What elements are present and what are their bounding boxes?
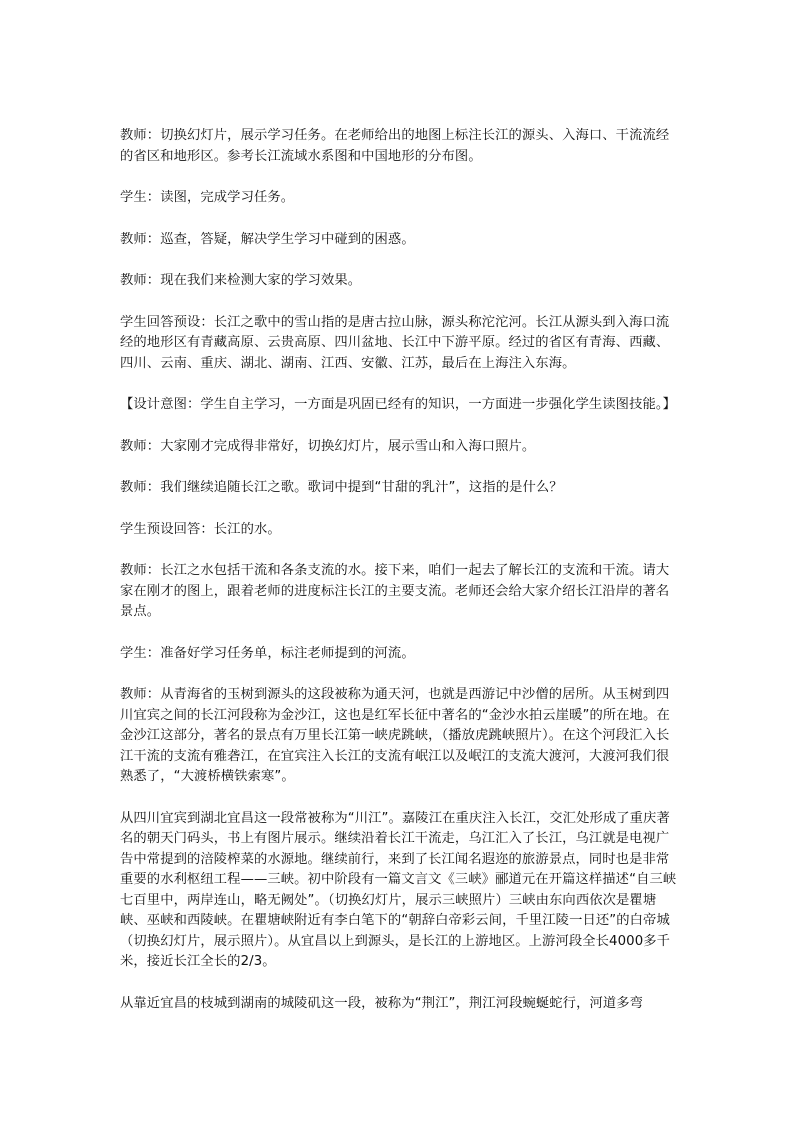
paragraph-design-intent: 【设计意图：学生自主学习，一方面是巩固已经有的知识，一方面进一步强化学生读图技能。】 <box>120 397 677 412</box>
paragraph-8: 教师：我们继续追随长江之歌。歌词中提到“甘甜的乳汁”，这指的是什么？ <box>120 480 563 495</box>
paragraph-10: 教师：长江之水包括干流和各条支流的水。接下来，咱们一起去了解长江的支流和干流。请大家在刚才的图上，跟着老师的进度标注长江的主要支流。老师还会给大家介绍长江沿岸的著名景点。 <box>120 563 670 619</box>
paragraph-11: 学生：准备好学习任务单，标注老师提到的河流。 <box>120 645 415 661</box>
paragraph-9: 学生预设回答：长江的水。 <box>120 521 281 537</box>
paragraph-2: 学生：读图，完成学习任务。 <box>120 190 295 205</box>
paragraph-5: 学生回答预设：长江之歌中的雪山指的是唐古拉山脉，源头称沱沱河。长江从源头到入海口流经的地形区有青藏高原、云贵高原、四川盆地、长江中下游平原。经过的省区有青海、西藏、四川、云南、重庆、湖北、湖南、江西、安徽、江苏，最后在上海注入东海。 <box>120 314 670 371</box>
paragraph-4: 教师：现在我们来检测大家的学习效果。 <box>120 273 362 288</box>
paragraph-12: 教师：从青海省的玉树到源头的这段被称为通天河，也就是西游记中沙僧的居所。从玉树到四川宜宾之间的长江河段称为金沙江，这也是红军长征中著名的“金沙水拍云崖暖”的所在地。在金沙江这部分，著名的景点有万里长江第一峡虎跳峡，（播放虎跳峡照片）。在这个河段汇入长江干流的支流有雅砻江，在宜宾注入长江的支流有岷江以及岷江的支流大渡河，大渡河我们很熟悉了，“大渡桥横铁索寒”。 <box>120 687 670 784</box>
paragraph-1: 教师：切换幻灯片，展示学习任务。在老师给出的地图上标注长江的源头、入海口、干流流经的省区和地形区。参考长江流域水系图和中国地形的分布图。 <box>120 128 670 164</box>
paragraph-3: 教师：巡查，答疑，解决学生学习中碰到的困惑。 <box>120 231 415 247</box>
paragraph-7: 教师：大家刚才完成得非常好，切换幻灯片，展示雪山和入海口照片。 <box>120 438 536 454</box>
paragraph-13: 从四川宜宾到湖北宜昌这一段常被称为“川江”。嘉陵江在重庆注入长江，交汇处形成了重庆著名的朝天门码头，书上有图片展示。继续沿着长江干流走，乌江汇入了长江，乌江就是电视广告中常提到的涪陵榨菜的水源地。继续前行，来到了长江闻名遐迩的旅游景点，同时也是非常重要的水利枢纽工程——三峡。初中阶段有一篇文言文《三峡》郦道元在开篇这样描述“自三峡七百里中，两岸连山，略无阙处”。（切换幻灯片，展示三峡照片）三峡由东向西依次是瞿塘峡、巫峡和西陵峡。在瞿塘峡附近有李白笔下的“朝辞白帝彩云间，千里江陵一日还”的白帝城（切换幻灯片，展示照片）。从宜昌以上到源头，是长江的上游地区。上游河段全长4000多千米，接近长江全长的2/3。 <box>120 810 677 969</box>
paragraph-14: 从靠近宜昌的枝城到湖南的城陵矶这一段，被称为“荆江”，荆江河段蜿蜒蛇行，河道多弯 <box>120 995 644 1011</box>
